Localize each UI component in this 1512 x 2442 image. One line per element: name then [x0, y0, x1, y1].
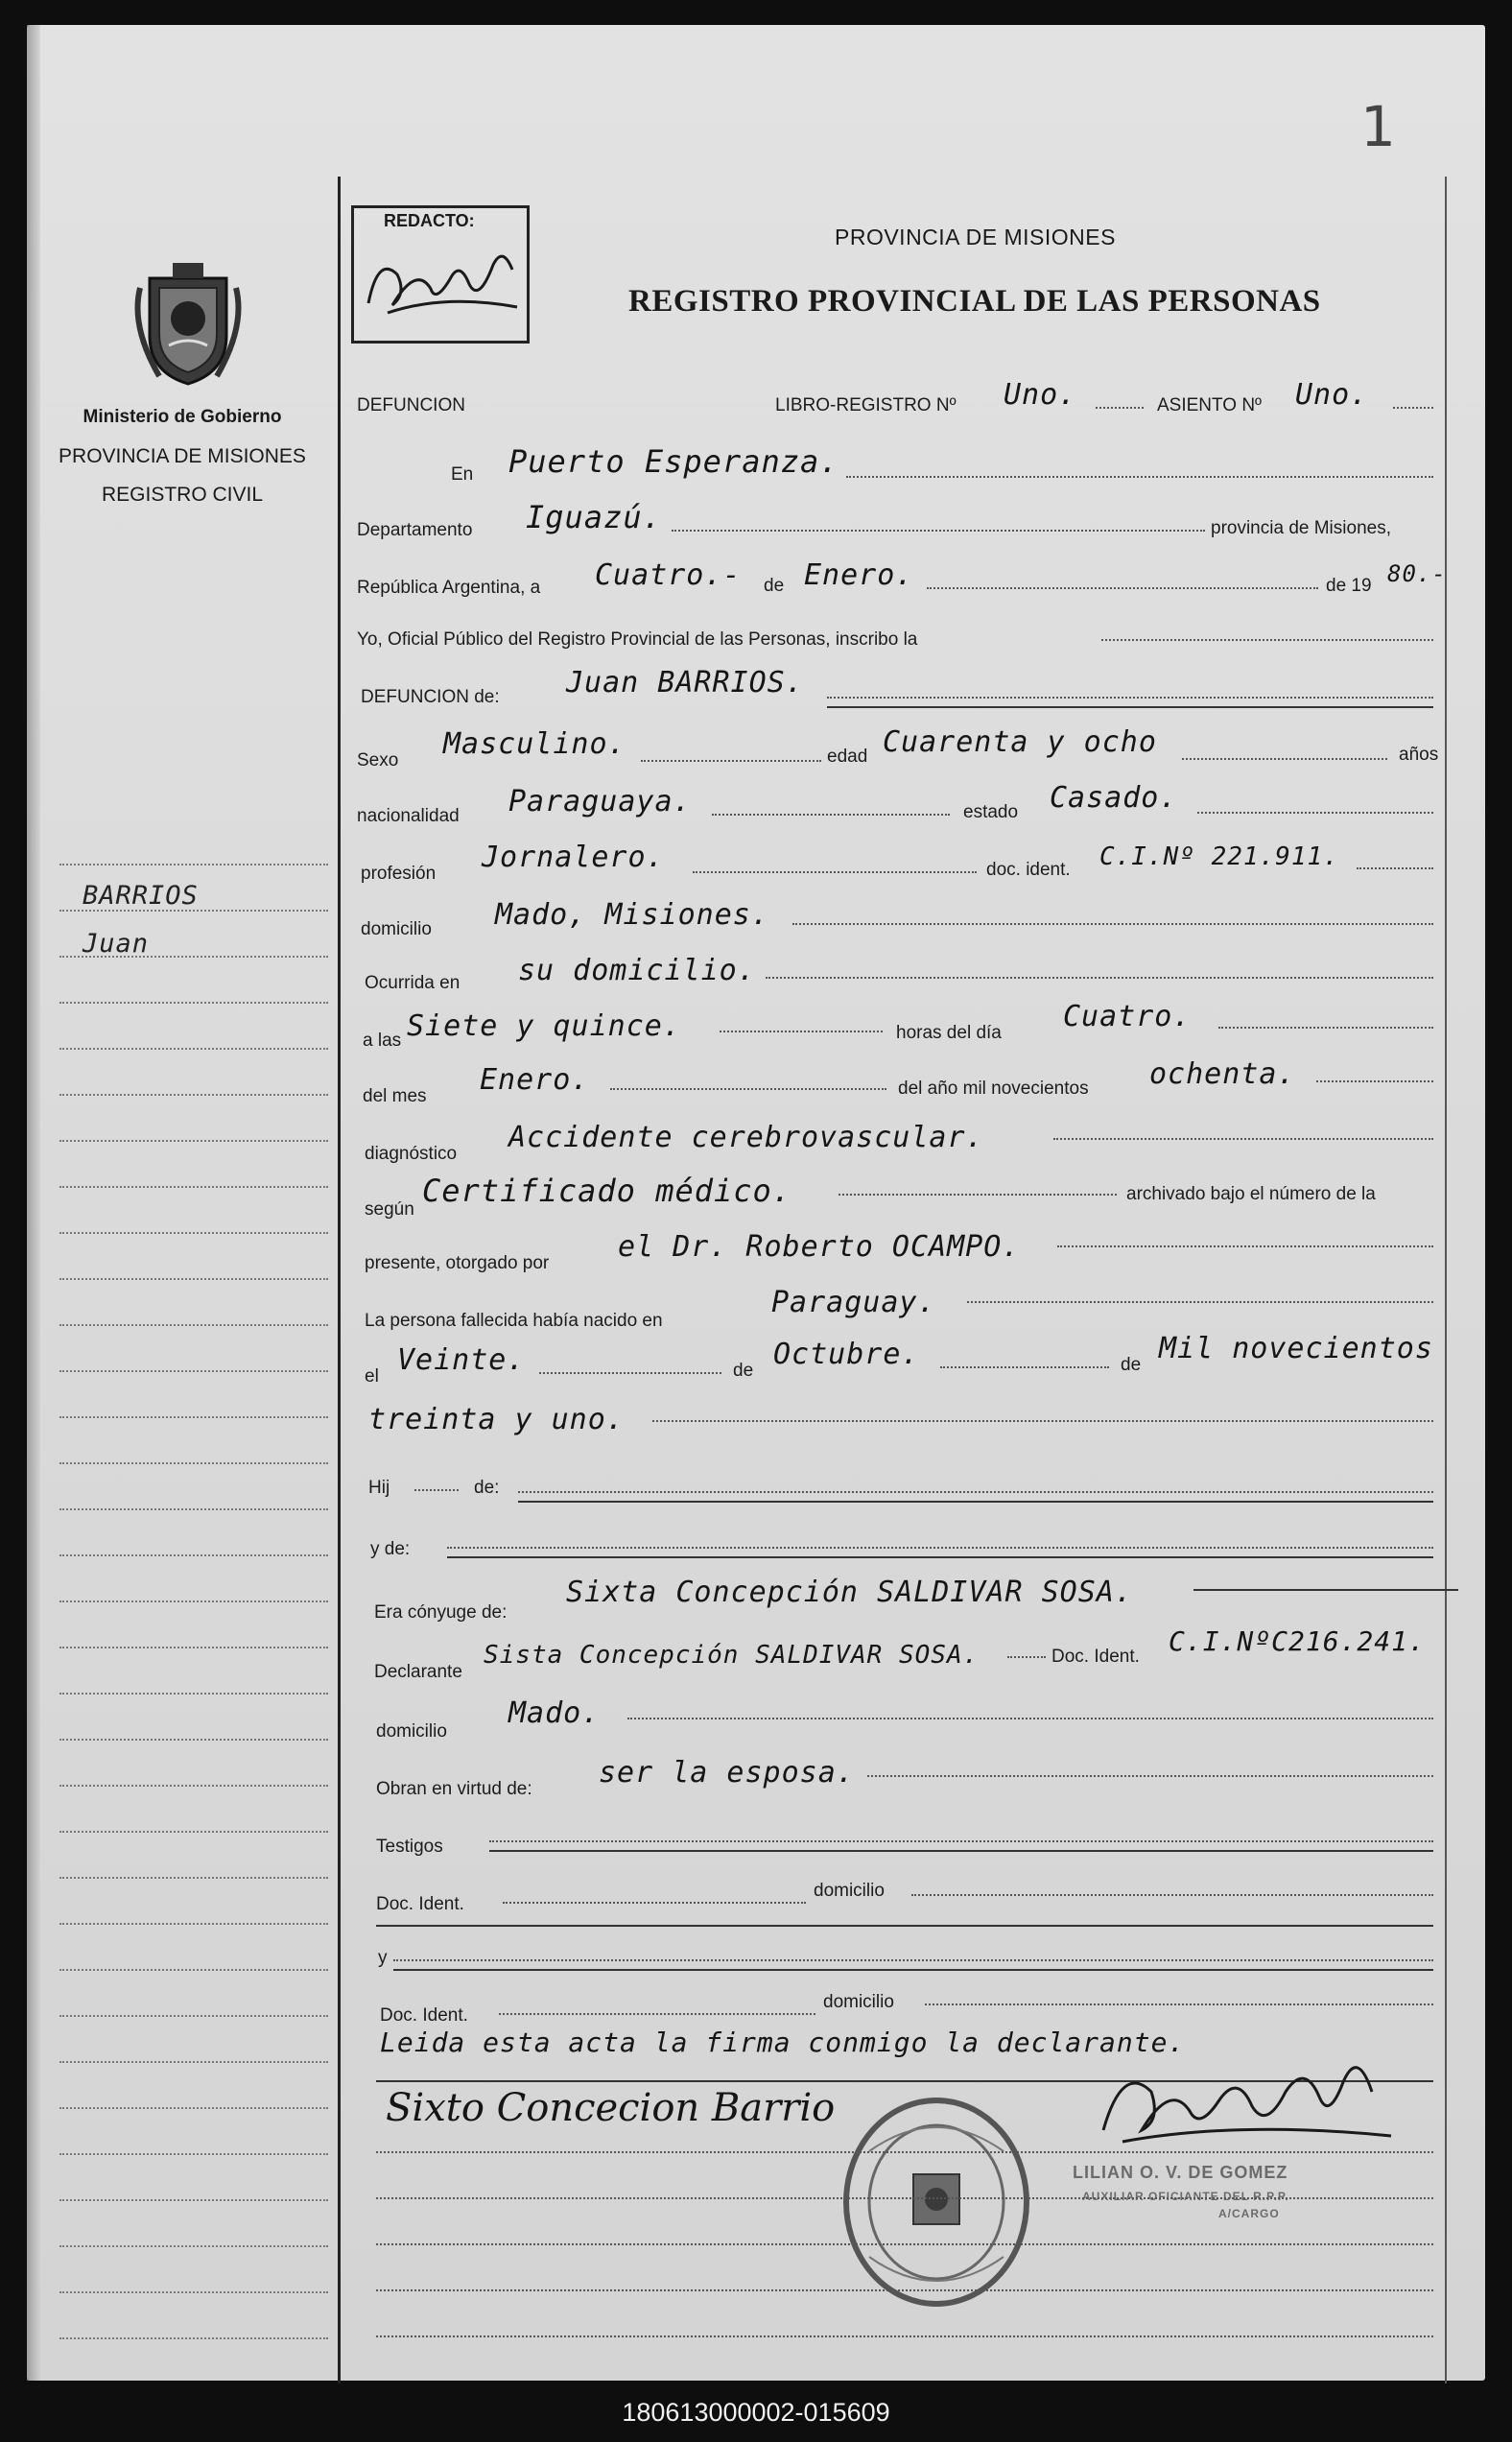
continuacion-value: treinta y uno. [368, 1403, 625, 1436]
anios-label: años [1399, 745, 1439, 765]
sexo-label: Sexo [357, 750, 399, 771]
de3-value: Mil novecientos [1159, 1332, 1433, 1365]
horas-value: Cuatro. [1063, 1000, 1192, 1033]
ocurrida-label: Ocurrida en [365, 973, 461, 993]
margin-line [59, 1278, 328, 1280]
de1900-label: de 19 [1326, 576, 1372, 596]
margin-line [59, 910, 328, 912]
redacto-label: REDACTO: [384, 211, 475, 230]
estado-value: Casado. [1050, 781, 1178, 815]
segun-value: Certificado médico. [422, 1173, 792, 1209]
profesion-value: Jornalero. [482, 841, 665, 874]
obran-label: Obran en virtud de: [376, 1779, 532, 1799]
edad-value: Cuarenta y ocho [883, 725, 1157, 759]
act-type-label: DEFUNCION [357, 395, 465, 415]
margin-line [59, 1554, 328, 1556]
margin-line [59, 1508, 328, 1510]
leida-text: Leida esta acta la firma conmigo la declarante. [380, 2027, 1186, 2058]
en-value: Puerto Esperanza. [508, 443, 839, 480]
nacionalidad-value: Paraguaya. [508, 785, 692, 818]
declarante-label: Declarante [374, 1662, 462, 1682]
archivado-label: archivado bajo el número de la [1126, 1184, 1376, 1204]
registry-label: REGISTRO CIVIL [101, 484, 264, 506]
de3-label: de [1121, 1355, 1142, 1375]
ministry-label: Ministerio de Gobierno [83, 407, 282, 427]
sexo-value: Masculino. [443, 727, 626, 761]
margin-line [59, 1140, 328, 1142]
margin-line [59, 1785, 328, 1787]
estado-label: estado [963, 802, 1019, 822]
ocurrida-value: su domicilio. [518, 954, 756, 987]
margin-line [59, 1186, 328, 1188]
margin-line [59, 1877, 328, 1879]
diagnostico-value: Accidente cerebrovascular. [508, 1121, 984, 1154]
departamento-label: Departamento [357, 520, 473, 540]
domicilio4-label: domicilio [823, 1992, 894, 2012]
el-label: el [365, 1366, 379, 1387]
hij-de-label: de: [474, 1478, 500, 1498]
libro-label: LIBRO-REGISTRO Nº [775, 395, 957, 415]
anio-value: 80.- [1387, 560, 1447, 587]
official-stamp-title: AUXILIAR OFICIANTE DEL R.P.P. [1082, 2190, 1289, 2203]
page-number: 1 [1360, 94, 1396, 159]
margin-line [59, 2291, 328, 2293]
domicilio2-value: Mado. [508, 1696, 601, 1730]
horas-label: horas del día [896, 1023, 1002, 1043]
footer-reference: 180613000002-015609 [622, 2398, 890, 2427]
profesion-label: profesión [361, 864, 437, 884]
diagnostico-label: diagnóstico [365, 1144, 458, 1164]
domicilio-value: Mado, Misiones. [495, 898, 769, 932]
doc-ident2-label: Doc. Ident. [1051, 1647, 1140, 1667]
conyuge-label: Era cónyuge de: [374, 1602, 508, 1623]
obran-value: ser la esposa. [599, 1756, 855, 1790]
margin-line [59, 2015, 328, 2017]
asiento-value: Uno. [1295, 378, 1369, 412]
conyuge-value: Sixta Concepción SALDIVAR SOSA. [566, 1576, 1133, 1609]
right-rule [1445, 177, 1447, 2383]
edad-label: edad [827, 747, 868, 767]
margin-line [59, 1370, 328, 1372]
mes-value: Enero. [804, 558, 914, 592]
dia-value: Cuatro.- [595, 558, 742, 592]
de2-label: de [733, 1361, 754, 1381]
margin-line [59, 864, 328, 865]
doc-ident2-value: C.I.NºC216.241. [1169, 1625, 1426, 1657]
margin-line [59, 1462, 328, 1464]
margin-line [59, 1647, 328, 1648]
del-anio-label: del año mil novecientos [898, 1079, 1089, 1099]
declarante-value: Sista Concepción SALDIVAR SOSA. [484, 1641, 980, 1670]
margin-line [59, 2337, 328, 2339]
margin-line [59, 1923, 328, 1925]
el-value: Veinte. [397, 1343, 526, 1377]
de2-value: Octubre. [773, 1338, 920, 1371]
domicilio-label: domicilio [361, 919, 432, 939]
presente-value: el Dr. Roberto OCAMPO. [618, 1230, 1021, 1264]
margin-line [59, 1416, 328, 1418]
redacto-signature [359, 236, 522, 328]
margin-line [59, 1739, 328, 1741]
margin-line [59, 1831, 328, 1833]
provincia-label: provincia de Misiones, [1211, 518, 1391, 538]
margin-surname: BARRIOS [83, 881, 199, 911]
margin-line [59, 1094, 328, 1096]
nacionalidad-label: nacionalidad [357, 806, 460, 826]
province-title: PROVINCIA DE MISIONES [835, 225, 1116, 249]
nacido-label: La persona fallecida había nacido en [365, 1311, 663, 1331]
margin-line [59, 2153, 328, 2155]
margin-line [59, 1048, 328, 1050]
margin-line [59, 956, 328, 958]
defuncion-de-label: DEFUNCION de: [361, 687, 500, 707]
registry-title: REGISTRO PROVINCIAL DE LAS PERSONAS [628, 284, 1321, 319]
republica-label: República Argentina, a [357, 578, 541, 598]
asiento-label: ASIENTO Nº [1157, 395, 1262, 415]
y-de-label: y de: [370, 1539, 411, 1559]
del-mes-value: Enero. [480, 1063, 590, 1097]
hij-label: Hij [368, 1478, 390, 1498]
doc-ident-value: C.I.Nº 221.911. [1099, 842, 1339, 871]
segun-label: según [365, 1199, 414, 1220]
margin-line [59, 1002, 328, 1004]
doc-ident4-label: Doc. Ident. [380, 2005, 468, 2026]
margin-line [59, 1969, 328, 1971]
del-mes-label: del mes [363, 1086, 427, 1106]
province-label: PROVINCIA DE MISIONES [59, 445, 306, 467]
margin-line [59, 2199, 328, 2201]
declarante-signature: Sixto Concecion Barrio [386, 2086, 836, 2130]
coat-of-arms-icon [130, 259, 246, 388]
margin-line [59, 2061, 328, 2063]
binding-shadow [27, 25, 40, 2381]
libro-value: Uno. [1004, 378, 1077, 412]
doc-ident-label: doc. ident. [986, 860, 1071, 880]
domicilio3-label: domicilio [814, 1881, 885, 1901]
margin-given-name: Juan [83, 929, 150, 959]
official-stamp-cargo: A/CARGO [1218, 2207, 1280, 2220]
doc-ident3-label: Doc. Ident. [376, 1894, 464, 1914]
a-las-label: a las [363, 1031, 402, 1051]
de-label: de [764, 576, 785, 596]
presente-label: presente, otorgado por [365, 1253, 550, 1273]
margin-line [59, 2107, 328, 2109]
a-las-value: Siete y quince. [407, 1009, 681, 1043]
del-anio-value: ochenta. [1149, 1057, 1296, 1091]
official-seal-icon [840, 2094, 1032, 2311]
margin-line [59, 2245, 328, 2247]
domicilio2-label: domicilio [376, 1721, 447, 1742]
nacido-value: Paraguay. [771, 1286, 936, 1319]
y-label: y [378, 1948, 388, 1968]
en-label: En [451, 464, 474, 485]
departamento-value: Iguazú. [526, 499, 662, 535]
margin-line [59, 1232, 328, 1234]
margin-line [59, 1693, 328, 1695]
margin-line [59, 1324, 328, 1326]
defuncion-de-value: Juan BARRIOS. [566, 666, 804, 699]
margin-rule [338, 177, 341, 2383]
margin-line [59, 1600, 328, 1602]
official-stamp-name: LILIAN O. V. DE GOMEZ [1073, 2163, 1288, 2182]
oficial-text: Yo, Oficial Público del Registro Provincial de las Personas, inscribo la [357, 629, 918, 650]
testigos-label: Testigos [376, 1837, 443, 1857]
